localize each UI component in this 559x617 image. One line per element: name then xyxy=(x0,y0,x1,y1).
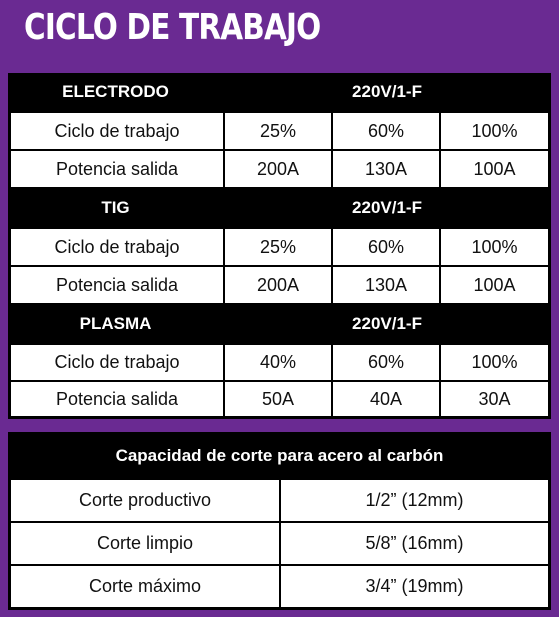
table-cell: 100% xyxy=(441,345,548,380)
table-cell: 100A xyxy=(441,151,548,187)
table-cell: 50A xyxy=(225,382,331,416)
table-cell: 60% xyxy=(333,229,439,265)
table-cell: 25% xyxy=(225,229,331,265)
section-voltage: 220V/1-F xyxy=(352,314,422,333)
section-name: PLASMA xyxy=(79,314,152,333)
section-voltage: 220V/1-F xyxy=(352,198,422,217)
row-label: Potencia salida xyxy=(11,382,223,416)
row-label: Potencia salida xyxy=(11,267,223,303)
page-title: CICLO DE TRABAJO xyxy=(24,7,321,48)
row-label: Corte limpio xyxy=(11,523,279,564)
section-header-electrodo xyxy=(8,73,551,111)
cutting-capacity-table xyxy=(8,432,551,610)
table-cell: 25% xyxy=(225,113,331,149)
row-label: Ciclo de trabajo xyxy=(11,229,223,265)
table-cell: 40A xyxy=(333,382,439,416)
table-cell: 100A xyxy=(441,267,548,303)
table-cell: 40% xyxy=(225,345,331,380)
table-cell: 200A xyxy=(225,267,331,303)
table-cell: 1/2” (12mm) xyxy=(281,480,548,521)
table-cell: 30A xyxy=(441,382,548,416)
section-voltage: 220V/1-F xyxy=(352,82,422,101)
table-cell: 200A xyxy=(225,151,331,187)
table-cell: 130A xyxy=(333,267,439,303)
table-cell: 130A xyxy=(333,151,439,187)
table-cell: 100% xyxy=(441,229,548,265)
row-label: Corte productivo xyxy=(11,480,279,521)
table-cell: 60% xyxy=(333,345,439,380)
section-name: ELECTRODO xyxy=(62,82,169,101)
cutting-header: Capacidad de corte para acero al carbón xyxy=(115,446,444,465)
row-label: Ciclo de trabajo xyxy=(11,113,223,149)
row-label: Corte máximo xyxy=(11,566,279,607)
section-header-plasma xyxy=(8,305,551,343)
table-cell: 5/8” (16mm) xyxy=(281,523,548,564)
row-label: Potencia salida xyxy=(11,151,223,187)
row-label: Ciclo de trabajo xyxy=(11,345,223,380)
duty-cycle-table xyxy=(8,73,551,419)
table-cell: 60% xyxy=(333,113,439,149)
table-cell: 100% xyxy=(441,113,548,149)
section-header-tig xyxy=(8,189,551,227)
section-name: TIG xyxy=(101,198,130,217)
table-cell: 3/4” (19mm) xyxy=(281,566,548,607)
